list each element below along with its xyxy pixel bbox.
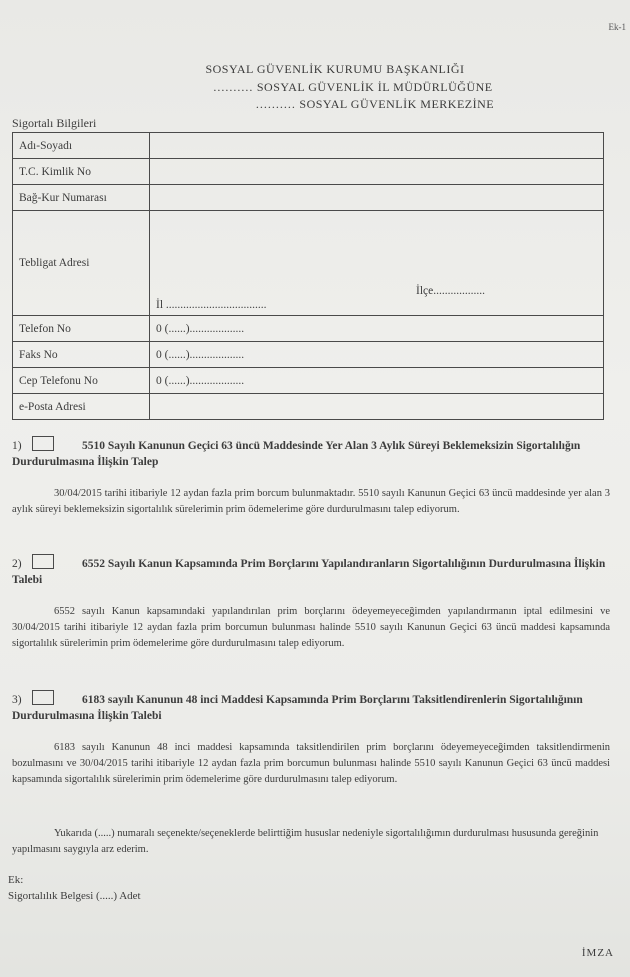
option-1-title: 5510 Sayılı Kanunun Geçici 63 üncü Maddesinde Yer Alan 3 Aylık Süreyi Beklemeksizin Sigortalılığın Durdurulmasına İlişkin Talep xyxy=(12,440,581,468)
name-label: Adı-Soyadı xyxy=(13,133,150,159)
header-line-2 xyxy=(38,80,630,95)
header-line-2-text: SOSYAL GÜVENLİK İL MÜDÜRLÜĞÜNE xyxy=(256,80,493,94)
table-row xyxy=(13,185,604,211)
header-line-3-text: SOSYAL GÜVENLİK MERKEZİNE xyxy=(299,97,495,111)
name-field[interactable] xyxy=(150,133,604,159)
option-1-number: 1) xyxy=(12,440,22,452)
attachment-item: Sigortalılık Belgesi (.....) Adet xyxy=(8,890,141,902)
option-3-text: 6183 sayılı Kanunun 48 inci maddesi kapsamında taksitlendirilen prim borçlarını ödeyemeyeceğimden taksitlendirmenin bozulmasını ve 30/04/2015 tarihi itibariyle 12 aydan fazla prim borcumun bulunması halinde 5510 sayılı Kanunun Geçici 63 üncü maddesi kapsamında sigortalılık sürelerimin prim ödemelerime göre durdurulmasını talep ediyorum. xyxy=(12,742,610,785)
option-3-title: 6183 sayılı Kanunun 48 inci Maddesi Kapsamında Prim Borçlarını Taksitlendirenlerin Sigortalılığının Durdurulmasına İlişkin Talebi xyxy=(12,694,583,722)
table-row xyxy=(13,394,604,420)
table-row xyxy=(13,133,604,159)
mobile-field[interactable]: 0 (......)................... xyxy=(150,368,604,394)
closing-text: Yukarıda (.....) numaralı seçenekte/seçeneklerde belirttiğim hususlar nedeniyle sigortalılığımın durdurulması hususunda gereğinin yapılmasını saygıyla arz ederim. xyxy=(12,828,599,855)
option-1-heading xyxy=(12,436,612,470)
address-field[interactable] xyxy=(150,211,604,316)
option-1-checkbox[interactable] xyxy=(32,436,54,451)
option-3-number: 3) xyxy=(12,694,22,706)
insured-info-table xyxy=(12,132,604,420)
header-line-1: SOSYAL GÜVENLİK KURUMU BAŞKANLIĞI xyxy=(205,62,465,76)
table-row xyxy=(13,211,604,316)
fax-label: Faks No xyxy=(13,342,150,368)
option-2-heading xyxy=(12,554,612,588)
option-2-checkbox[interactable] xyxy=(32,554,54,569)
bagkur-field[interactable] xyxy=(150,185,604,211)
email-label: e-Posta Adresi xyxy=(13,394,150,420)
option-3-heading xyxy=(12,690,612,724)
table-row xyxy=(13,159,604,185)
phone-label: Telefon No xyxy=(13,316,150,342)
header-line-2-dots: .......... xyxy=(213,80,254,94)
province-field[interactable]: İl ................................... xyxy=(156,299,267,311)
district-field[interactable]: İlçe.................. xyxy=(416,285,485,297)
fax-field[interactable]: 0 (......)................... xyxy=(150,342,604,368)
table-row xyxy=(13,368,604,394)
mobile-label: Cep Telefonu No xyxy=(13,368,150,394)
phone-field[interactable]: 0 (......)................... xyxy=(150,316,604,342)
email-field[interactable] xyxy=(150,394,604,420)
option-2-title: 6552 Sayılı Kanun Kapsamında Prim Borçlarını Yapılandıranların Sigortalılığının Durdurulmasına İlişkin Talebi xyxy=(12,558,606,586)
option-2-text: 6552 sayılı Kanun kapsamındaki yapılandırılan prim borçlarını ödeyemeyeceğimden yapılandırmanın iptal edilmesini ve 30/04/2015 tarihi itibariyle 12 aydan fazla prim borcumun bulunması halinde 5510 sayılı Kanunun Geçici 63 üncü maddesi kapsamında sigortalılık sürelerimin prim ödemelerime göre durdurulmasını talep ediyorum. xyxy=(12,606,610,649)
header-line-3-dots: .......... xyxy=(255,97,296,111)
header-line-3 xyxy=(60,97,630,112)
attachment-tag: Ek-1 xyxy=(608,22,626,32)
bagkur-label: Bağ-Kur Numarası xyxy=(13,185,150,211)
option-2-number: 2) xyxy=(12,558,22,570)
option-1-text: 30/04/2015 tarihi itibariyle 12 aydan fazla prim borcum bulunmaktadır. 5510 sayılı Kanunun Geçici 63 üncü maddesinde yer alan 3 aylık süreyi beklemeksizin sigortalılık sürelerimin prim ödemelerime göre durdurulmasını talep ediyorum. xyxy=(12,488,610,515)
tc-id-field[interactable] xyxy=(150,159,604,185)
address-label: Tebligat Adresi xyxy=(13,211,150,316)
option-3-checkbox[interactable] xyxy=(32,690,54,705)
table-row xyxy=(13,342,604,368)
signature-label: İMZA xyxy=(581,947,614,959)
attachments-label: Ek: xyxy=(8,874,24,886)
tc-id-label: T.C. Kimlik No xyxy=(13,159,150,185)
insured-info-title: Sigortalı Bilgileri xyxy=(12,116,97,130)
table-row xyxy=(13,316,604,342)
